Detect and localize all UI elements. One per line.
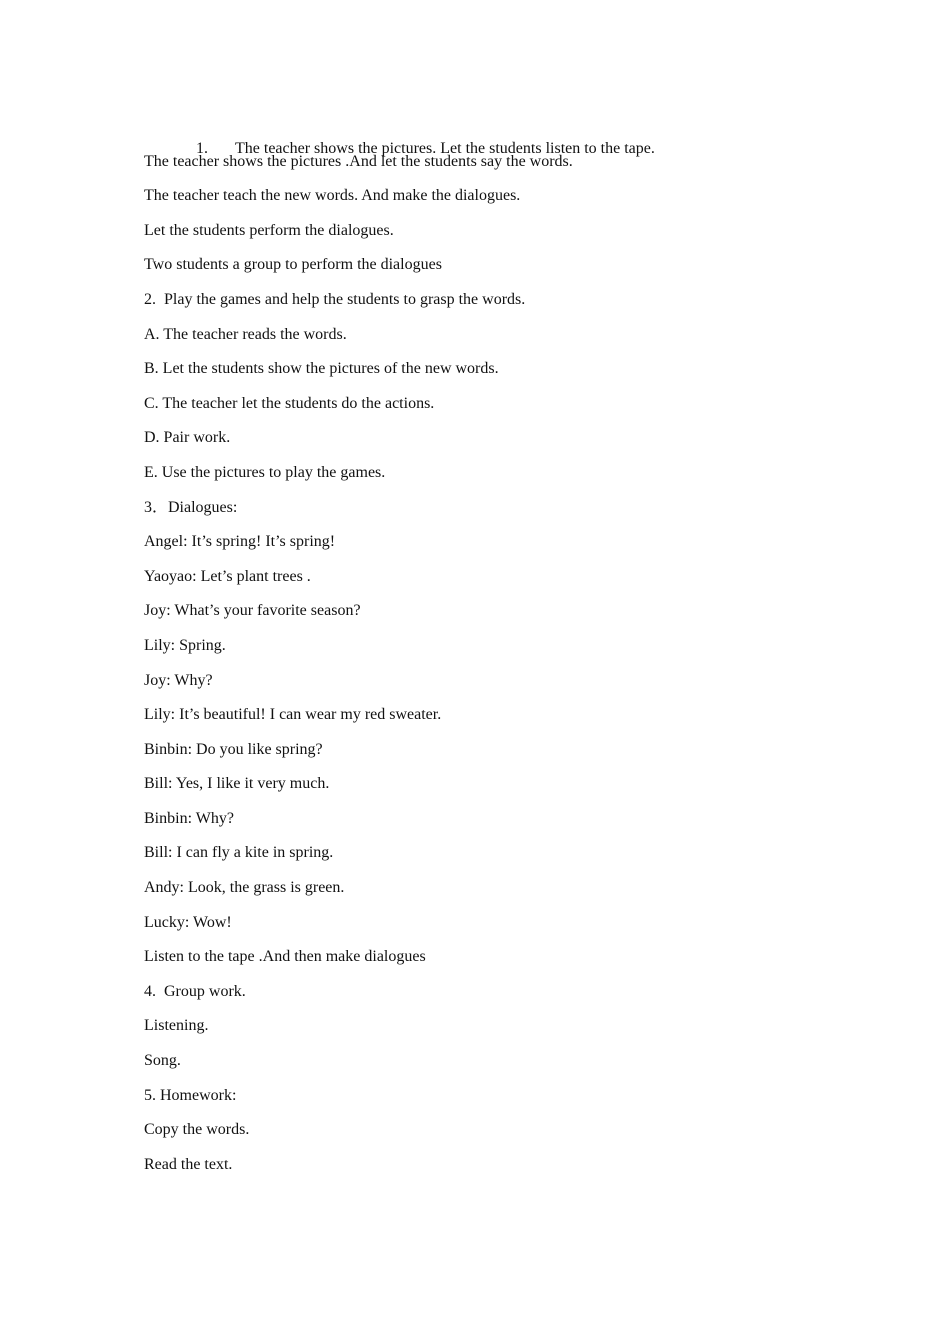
document-body — [144, 116, 844, 1188]
dialogue-line: Angel: It’s spring! It’s spring! — [144, 533, 336, 551]
text-line: Let the students perform the dialogues. — [144, 221, 394, 239]
list-item-text: The teacher shows the pictures. Let the students listen to the tape. — [235, 140, 655, 157]
dialogue-line: Lily: It’s beautiful! I can wear my red sweater. — [144, 706, 442, 724]
dialogue-line: Yaoyao: Let’s plant trees . — [144, 567, 311, 585]
text-line: C. The teacher let the students do the actions. — [144, 394, 435, 412]
list-item-1 — [144, 116, 844, 157]
section-heading-5: 5. Homework: — [144, 1086, 237, 1104]
dialogue-line: Lucky: Wow! — [144, 913, 232, 931]
dialogue-line: Andy: Look, the grass is green. — [144, 879, 345, 897]
text-line: Two students a group to perform the dialogues — [144, 256, 442, 274]
text-line: A. The teacher reads the words. — [144, 325, 347, 343]
text-line: Copy the words. — [144, 1121, 250, 1139]
list-number: 1. — [196, 140, 208, 157]
dialogue-line: Bill: I can fly a kite in spring. — [144, 844, 334, 862]
text-line: Read the text. — [144, 1155, 233, 1173]
dialogue-line: Joy: Why? — [144, 671, 213, 689]
dialogue-line: Lily: Spring. — [144, 636, 226, 654]
text-line: D. Pair work. — [144, 429, 231, 447]
text-line: The teacher shows the pictures .And let the students say the words. — [144, 152, 573, 170]
section-heading-3: 3．Dialogues: — [144, 498, 238, 516]
dialogue-line: Binbin: Do you like spring? — [144, 740, 323, 758]
text-line: The teacher teach the new words. And make the dialogues. — [144, 187, 521, 205]
dialogue-line: Binbin: Why? — [144, 809, 234, 827]
dialogue-line: Joy: What’s your favorite season? — [144, 602, 361, 620]
text-line: E. Use the pictures to play the games. — [144, 463, 386, 481]
text-line: B. Let the students show the pictures of the new words. — [144, 360, 499, 378]
section-heading-4: 4. Group work. — [144, 982, 246, 1000]
text-line: Listening. — [144, 1017, 209, 1035]
text-line: Listen to the tape .And then make dialogues — [144, 948, 426, 966]
dialogue-line: Bill: Yes, I like it very much. — [144, 775, 330, 793]
text-line: Song. — [144, 1052, 181, 1070]
section-heading-2: 2. Play the games and help the students to grasp the words. — [144, 290, 526, 308]
